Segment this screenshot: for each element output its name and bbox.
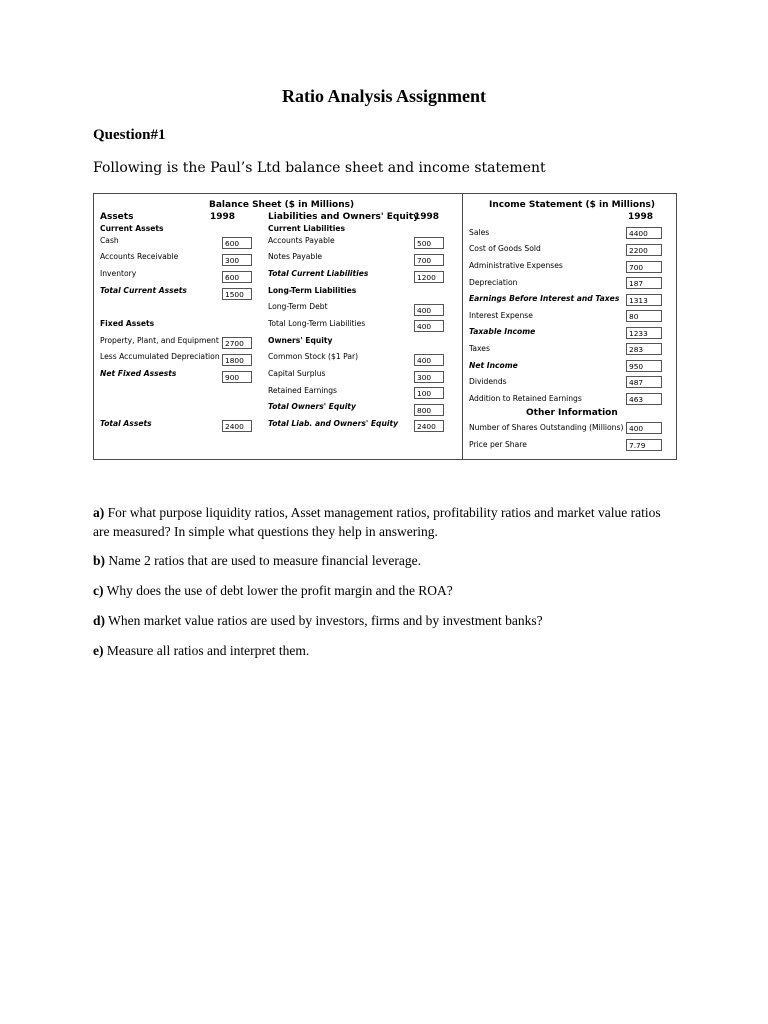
accumulated-depreciation-value: 1800 bbox=[222, 354, 252, 366]
admin-expenses-label: Administrative Expenses bbox=[469, 261, 563, 270]
cogs-label: Cost of Goods Sold bbox=[469, 244, 541, 253]
income-statement-heading: Income Statement ($ in Millions) bbox=[489, 200, 655, 210]
question-e-text: Measure all ratios and interpret them. bbox=[106, 643, 310, 658]
depreciation-value: 187 bbox=[626, 277, 662, 289]
ppe-label: Property, Plant, and Equipment bbox=[100, 336, 219, 345]
dividends-label: Dividends bbox=[469, 377, 507, 386]
accounts-payable-label: Accounts Payable bbox=[268, 236, 335, 245]
total-liab-equity-label: Total Liab. and Owners' Equity bbox=[268, 419, 399, 428]
question-d-label: d) bbox=[93, 613, 106, 628]
taxable-income-label: Taxable Income bbox=[469, 327, 536, 336]
common-stock-label: Common Stock ($1 Par) bbox=[268, 352, 359, 361]
cash-label: Cash bbox=[100, 236, 119, 245]
depreciation-label: Depreciation bbox=[469, 278, 518, 287]
question-d bbox=[93, 611, 673, 630]
accounts-receivable-label: Accounts Receivable bbox=[100, 252, 179, 261]
price-per-share-value: 7.79 bbox=[626, 439, 662, 451]
price-per-share-label: Price per Share bbox=[469, 440, 527, 449]
capital-surplus-label: Capital Surplus bbox=[268, 369, 326, 378]
net-income-value: 950 bbox=[626, 360, 662, 372]
question-c-label: c) bbox=[93, 583, 104, 598]
sales-value: 4400 bbox=[626, 227, 662, 239]
current-assets-label: Current Assets bbox=[100, 224, 164, 233]
total-long-term-liabilities-label: Total Long-Term Liabilities bbox=[268, 319, 366, 328]
admin-expenses-value: 700 bbox=[626, 261, 662, 273]
question-d-text: When market value ratios are used by investors, firms and by investment banks? bbox=[108, 613, 543, 628]
total-long-term-liabilities-value: 400 bbox=[414, 320, 444, 332]
total-current-assets-label: Total Current Assets bbox=[100, 286, 187, 295]
ppe-value: 2700 bbox=[222, 337, 252, 349]
capital-surplus-value: 300 bbox=[414, 371, 444, 383]
total-current-liabilities-label: Total Current Liabilities bbox=[268, 269, 369, 278]
ebit-value: 1313 bbox=[626, 294, 662, 306]
notes-payable-value: 700 bbox=[414, 254, 444, 266]
taxes-label: Taxes bbox=[469, 344, 490, 353]
retained-earnings-value: 100 bbox=[414, 387, 444, 399]
question-a-label: a) bbox=[93, 505, 105, 520]
assets-header: Assets bbox=[100, 212, 134, 222]
total-current-assets-value: 1500 bbox=[222, 288, 252, 300]
total-liab-equity-value: 2400 bbox=[414, 420, 444, 432]
intro-text: Following is the Paul’s Ltd balance sheet and income statement bbox=[93, 160, 546, 176]
liabilities-year: 1998 bbox=[414, 212, 440, 222]
dividends-value: 487 bbox=[626, 376, 662, 388]
question-b bbox=[93, 551, 673, 570]
retained-earnings-label: Retained Earnings bbox=[268, 386, 338, 395]
net-income-label: Net Income bbox=[469, 361, 518, 370]
cogs-value: 2200 bbox=[626, 244, 662, 256]
liabilities-header: Liabilities and Owners' Equity bbox=[268, 212, 420, 222]
accounts-receivable-value: 300 bbox=[222, 254, 252, 266]
total-assets-label: Total Assets bbox=[100, 419, 152, 428]
long-term-debt-value: 400 bbox=[414, 304, 444, 316]
net-fixed-assets-value: 900 bbox=[222, 371, 252, 383]
total-current-liabilities-value: 1200 bbox=[414, 271, 444, 283]
question-a-text: For what purpose liquidity ratios, Asset management ratios, profitability ratios and market value ratios are measured? In simple what questions they help in answering. bbox=[93, 505, 661, 539]
question-e-label: e) bbox=[93, 643, 104, 658]
fixed-assets-label: Fixed Assets bbox=[100, 319, 155, 328]
addition-retained-earnings-label: Addition to Retained Earnings bbox=[469, 394, 582, 403]
owners-equity-label: Owners' Equity bbox=[268, 336, 333, 345]
other-information-label: Other Information bbox=[526, 408, 618, 418]
accounts-payable-value: 500 bbox=[414, 237, 444, 249]
sales-label: Sales bbox=[469, 228, 490, 237]
interest-expense-label: Interest Expense bbox=[469, 311, 533, 320]
notes-payable-label: Notes Payable bbox=[268, 252, 322, 261]
question-c bbox=[93, 581, 673, 600]
question-a bbox=[93, 503, 673, 541]
current-liabilities-label: Current Liabilities bbox=[268, 224, 346, 233]
addition-retained-earnings-value: 463 bbox=[626, 393, 662, 405]
net-fixed-assets-label: Net Fixed Assests bbox=[100, 369, 177, 378]
common-stock-value: 400 bbox=[414, 354, 444, 366]
document-title: Ratio Analysis Assignment bbox=[281, 86, 487, 106]
cash-value: 600 bbox=[222, 237, 252, 249]
income-year: 1998 bbox=[628, 212, 654, 222]
taxable-income-value: 1233 bbox=[626, 327, 662, 339]
question-c-text: Why does the use of debt lower the profit margin and the ROA? bbox=[106, 583, 453, 598]
total-owners-equity-label: Total Owners' Equity bbox=[268, 402, 356, 411]
taxes-value: 283 bbox=[626, 343, 662, 355]
accumulated-depreciation-label: Less Accumulated Depreciation bbox=[100, 352, 220, 361]
question-b-text: Name 2 ratios that are used to measure financial leverage. bbox=[108, 553, 421, 568]
total-assets-value: 2400 bbox=[222, 420, 252, 432]
long-term-liabilities-label: Long-Term Liabilities bbox=[268, 286, 357, 295]
statement-divider bbox=[462, 194, 463, 459]
total-owners-equity-value: 800 bbox=[414, 404, 444, 416]
financial-statements-figure bbox=[93, 193, 677, 460]
shares-outstanding-value: 400 bbox=[626, 422, 662, 434]
question-e bbox=[93, 641, 673, 660]
shares-outstanding-label: Number of Shares Outstanding (Millions) bbox=[469, 423, 624, 432]
question-b-label: b) bbox=[93, 553, 106, 568]
inventory-value: 600 bbox=[222, 271, 252, 283]
inventory-label: Inventory bbox=[100, 269, 137, 278]
question-heading: Question#1 bbox=[93, 127, 166, 143]
assets-year: 1998 bbox=[210, 212, 236, 222]
interest-expense-value: 80 bbox=[626, 310, 662, 322]
ebit-label: Earnings Before Interest and Taxes bbox=[469, 294, 620, 303]
long-term-debt-label: Long-Term Debt bbox=[268, 302, 328, 311]
balance-sheet-heading: Balance Sheet ($ in Millions) bbox=[209, 200, 355, 210]
